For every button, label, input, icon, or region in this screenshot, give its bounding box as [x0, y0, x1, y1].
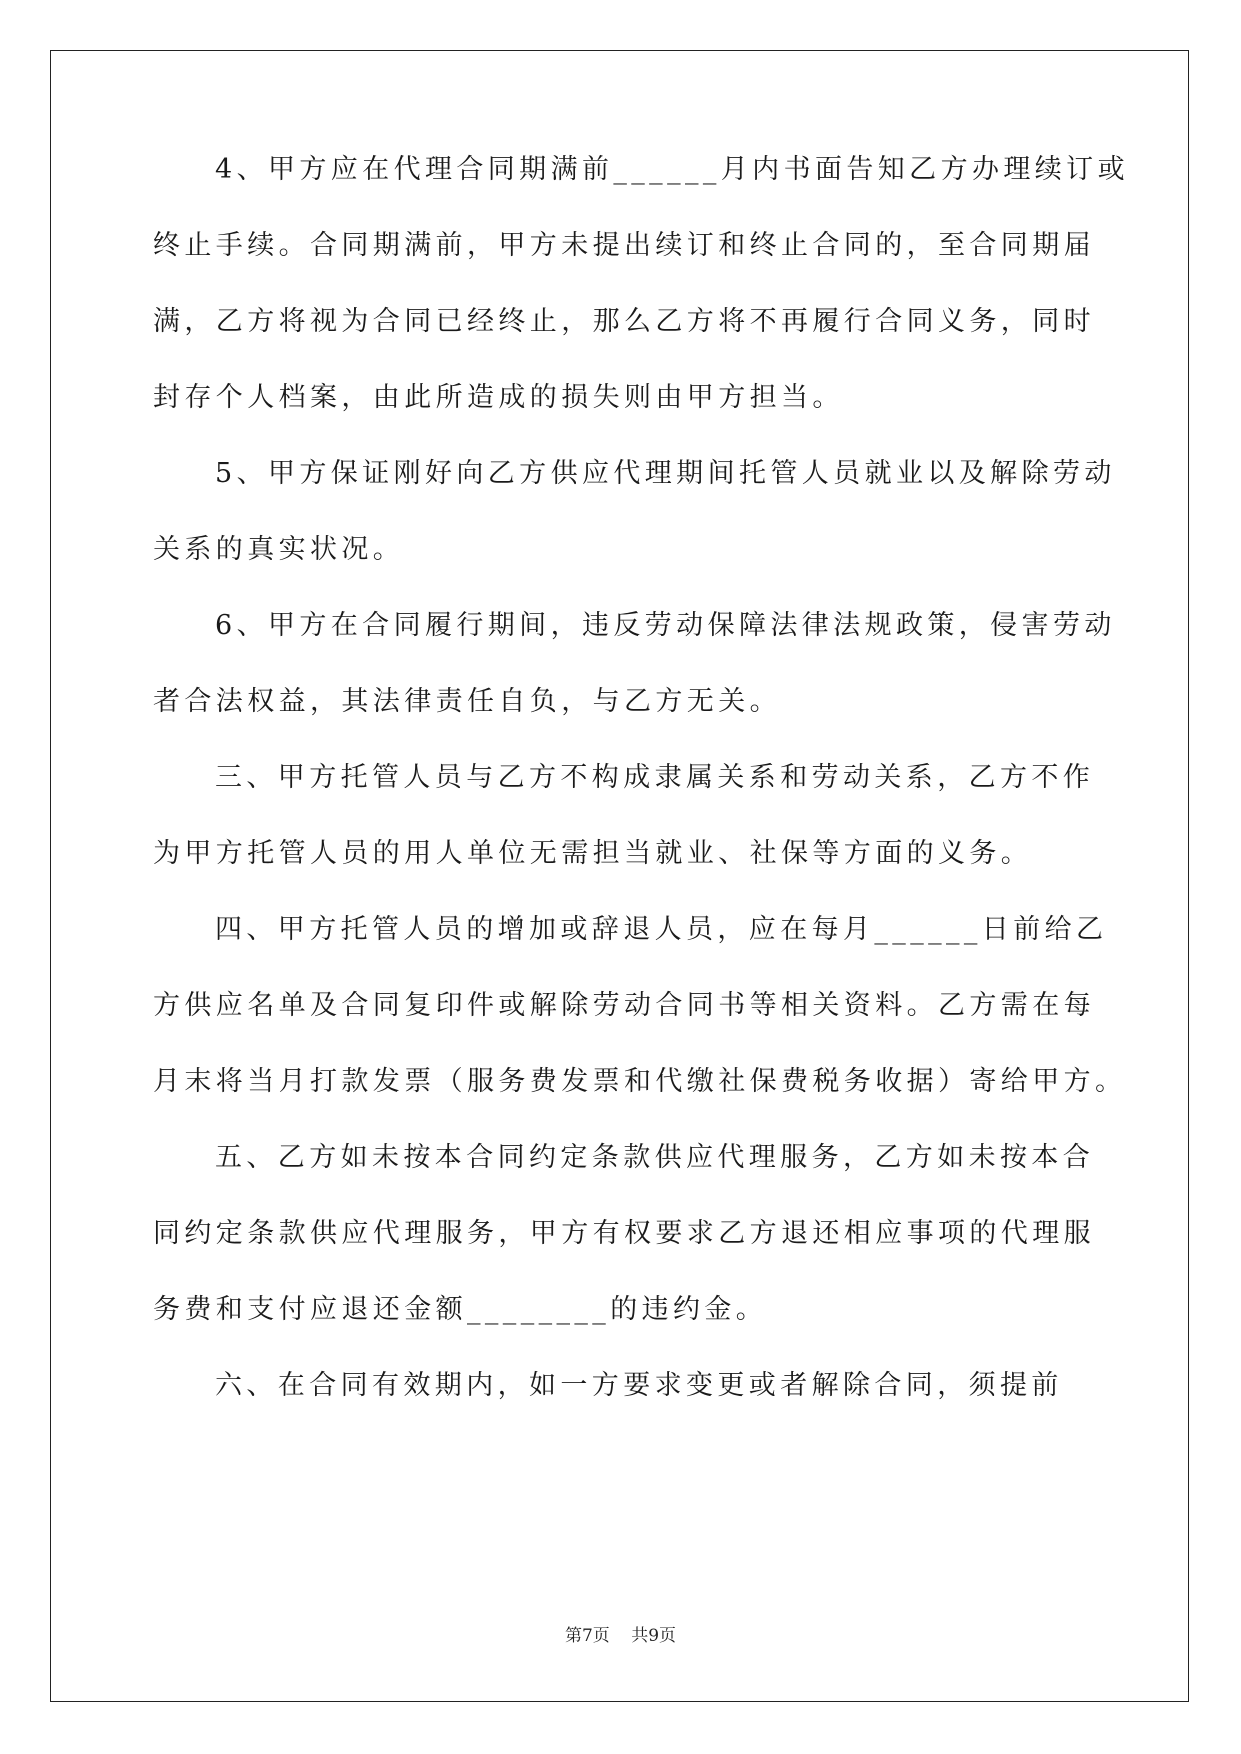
page-total: 共9页 — [631, 1626, 677, 1646]
section-5-line-3: 务费和支付应退还金额________的违约金。 — [153, 1294, 768, 1325]
section-4-line-1: 四、甲方托管人员的增加或辞退人员，应在每月______日前给乙 — [215, 914, 1108, 945]
section-5-line-2: 同约定条款供应代理服务，甲方有权要求乙方退还相应事项的代理服 — [153, 1218, 1095, 1249]
paragraph-5-line-1: 5、甲方保证刚好向乙方供应代理期间托管人员就业以及解除劳动 — [215, 458, 1116, 489]
paragraph-4-line-4: 封存个人档案，由此所造成的损失则由甲方担当。 — [153, 382, 844, 413]
page-footer — [0, 1621, 1241, 1646]
paragraph-4-line-2: 终止手续。合同期满前，甲方未提出续订和终止合同的，至合同期届 — [153, 230, 1095, 261]
paragraph-4-line-1: 4、甲方应在代理合同期满前______月内书面告知乙方办理续订或 — [215, 154, 1129, 185]
section-4-line-2: 方供应名单及合同复印件或解除劳动合同书等相关资料。乙方需在每 — [153, 990, 1095, 1021]
page-border — [50, 50, 1189, 1702]
paragraph-6-line-2: 者合法权益，其法律责任自负，与乙方无关。 — [153, 686, 781, 717]
section-3-line-1: 三、甲方托管人员与乙方不构成隶属关系和劳动关系，乙方不作 — [215, 762, 1095, 793]
section-5-line-1: 五、乙方如未按本合同约定条款供应代理服务，乙方如未按本合 — [215, 1142, 1095, 1173]
paragraph-5-line-2: 关系的真实状况。 — [153, 534, 405, 565]
page-number: 第7页 — [564, 1626, 610, 1646]
section-3-line-2: 为甲方托管人员的用人单位无需担当就业、社保等方面的义务。 — [153, 838, 1033, 869]
section-6-line-1: 六、在合同有效期内，如一方要求变更或者解除合同，须提前 — [215, 1370, 1063, 1401]
paragraph-4-line-3: 满，乙方将视为合同已经终止，那么乙方将不再履行合同义务，同时 — [153, 306, 1095, 337]
section-4-line-3: 月末将当月打款发票（服务费发票和代缴社保费税务收据）寄给甲方。 — [153, 1066, 1127, 1097]
paragraph-6-line-1: 6、甲方在合同履行期间，违反劳动保障法律法规政策，侵害劳动 — [215, 610, 1116, 641]
